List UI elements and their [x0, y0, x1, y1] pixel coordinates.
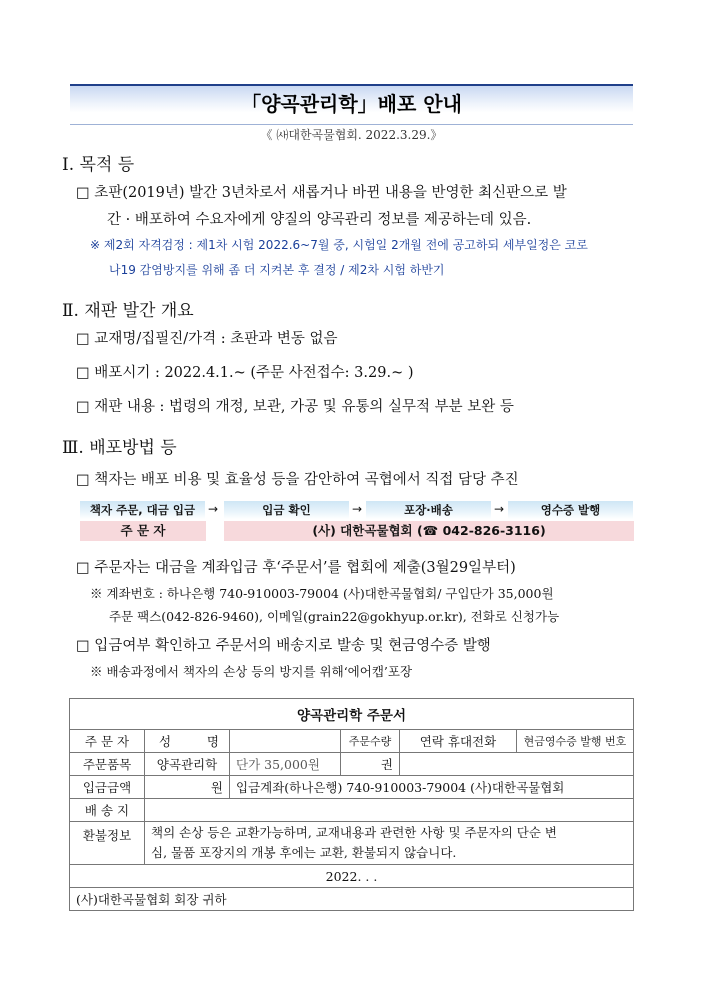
section3-item2: □ 주문자는 대금을 계좌입금 후‘주문서’를 협회에 제출(3월29일부터): [76, 560, 516, 576]
flow-orderer-box: 주 문 자: [80, 521, 206, 541]
refund-text-cell: [145, 822, 634, 865]
item-value: 양곡관리학: [145, 753, 230, 776]
refund-label: 환불정보: [70, 822, 145, 865]
amount-label: 입금금액: [70, 776, 145, 799]
address-label: 배 송 지: [70, 799, 145, 822]
phone-label: 연락 휴대전화: [400, 730, 517, 753]
flow-arrow-icon: →: [208, 502, 219, 516]
item-label: 주문품목: [70, 753, 145, 776]
refund-text-line1: 책의 손상 등은 교환가능하며, 교재내용과 관련한 사항 및 주문자의 단순 변: [151, 825, 557, 840]
flow-step-receipt: 영수증 발행: [508, 501, 633, 519]
refund-text-line2: 심, 물품 포장지의 개봉 후에는 교환, 환불되지 않습니다.: [151, 845, 457, 860]
subtitle: 《 ㈔대한곡물협회. 2022.3.29.》: [260, 128, 443, 142]
address-field[interactable]: [145, 799, 634, 822]
section2-heading: Ⅱ. 재판 발간 개요: [62, 301, 194, 321]
section1-note1: ※ 제2회 자격검정 : 제1차 시험 2022.6~7월 중, 시험일 2개월 전에 공고하되 세부일정은 코로: [90, 238, 588, 252]
section2-item1: □ 교재명/집필진/가격 : 초판과 변동 없음: [76, 331, 338, 347]
order-form-title: 양곡관리학 주문서: [70, 699, 634, 730]
order-date: 2022. . .: [70, 865, 634, 888]
section3-note2: 주문 팩스(042-826-9460), 이메일(grain22@gokhyup.or.kr), 전화로 신청가능: [109, 609, 560, 624]
orderer-label: 주 문 자: [70, 730, 145, 753]
flow-step-packing-delivery: 포장·배송: [366, 501, 491, 519]
section3-item1: □ 책자는 배포 비용 및 효율성 등을 감안하여 곡협에서 직접 담당 추진: [76, 472, 519, 488]
flow-step-payment-check: 입금 확인: [224, 501, 349, 519]
account-info: 입금계좌(하나은행) 740-910003-79004 (사)대한곡물협회: [230, 776, 634, 799]
flow-association-box: (사) 대한곡물협회 (☎ 042-826-3116): [224, 521, 634, 541]
flow-arrow-icon: →: [494, 502, 505, 516]
name-label-cell: [145, 730, 230, 753]
won-label: 원: [145, 776, 230, 799]
section3-heading: Ⅲ. 배포방법 등: [62, 438, 177, 458]
quantity-phone-field[interactable]: [400, 753, 634, 776]
section2-item3: □ 재판 내용 : 법령의 개정, 보관, 가공 및 유통의 실무적 부분 보완 등: [76, 399, 514, 415]
name-label-2: 명: [206, 734, 219, 749]
page-title: 「양곡관리학」배포 안내: [241, 92, 462, 116]
section1-line1: □ 초판(2019년) 발간 3년차로서 새롭거나 바뀐 내용을 반영한 최신판으로 발: [76, 185, 567, 201]
name-value-field[interactable]: [230, 730, 341, 753]
unit-label: 권: [341, 753, 400, 776]
flow-step-order-payment: 책자 주문, 대금 입금: [80, 501, 205, 519]
section3-item3: □ 입금여부 확인하고 주문서의 배송지로 발송 및 현금영수증 발행: [76, 638, 491, 654]
section3-note3: ※ 배송과정에서 책자의 손상 등의 방지를 위해‘에어캡’포장: [90, 664, 413, 679]
receipt-label: 현금영수증 발행 번호: [517, 730, 634, 753]
addressee: (사)대한곡물협회 회장 귀하: [70, 888, 634, 911]
section1-note2: 나19 감염방지를 위해 좀 더 지켜본 후 결정 / 제2차 시험 하반기: [109, 263, 445, 277]
name-label-1: 성: [159, 734, 172, 749]
section1-heading: Ⅰ. 목적 등: [62, 155, 135, 175]
flow-arrow-icon: →: [352, 502, 363, 516]
quantity-label: 주문수량: [341, 730, 400, 753]
price-value: 단가 35,000원: [230, 753, 341, 776]
section1-line2: 간 · 배포하여 수요자에게 양질의 양곡관리 정보를 제공하는데 있음.: [107, 212, 532, 228]
section3-note1: ※ 계좌번호 : 하나은행 740-910003-79004 (사)대한곡물협회/ 구입단가 35,000원: [90, 586, 554, 601]
order-form-table: [69, 698, 634, 911]
section2-item2: □ 배포시기 : 2022.4.1.~ (주문 사전접수: 3.29.~ ): [76, 365, 414, 381]
